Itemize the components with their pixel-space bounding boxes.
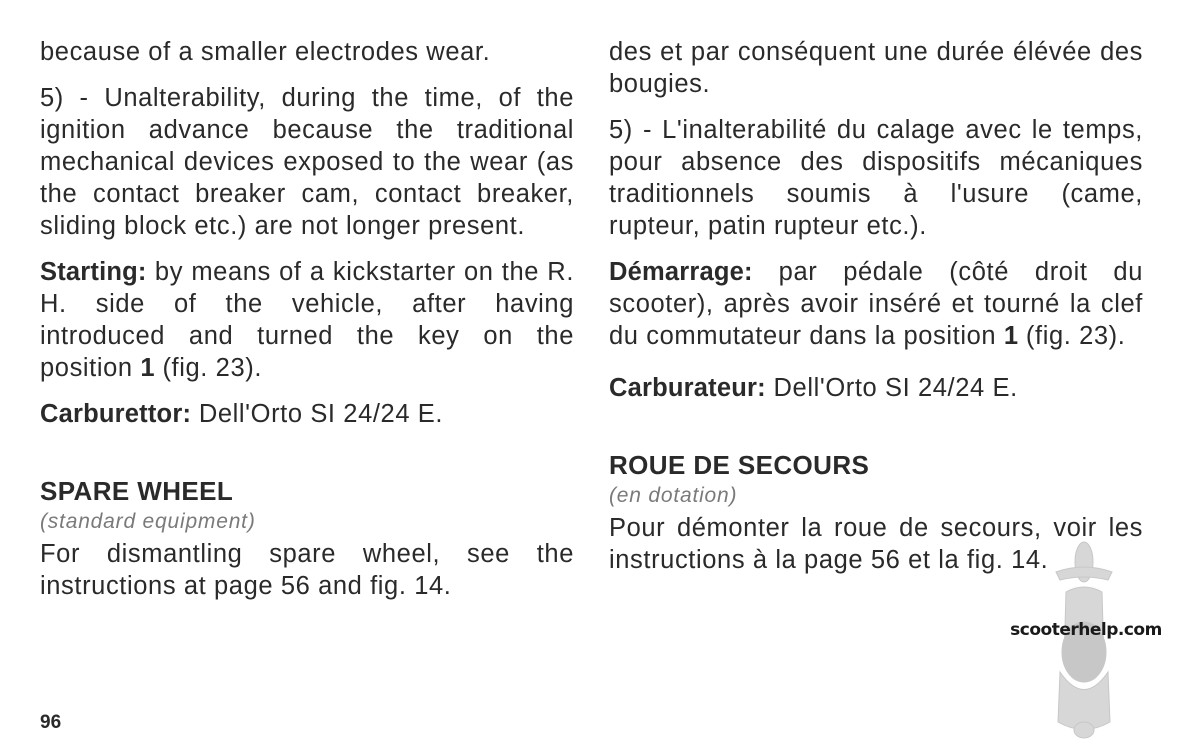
carburettor-text: Dell'Orto SI 24/24 E. (198, 400, 444, 428)
french-column (609, 36, 1143, 590)
demarrage-position: 1 (1003, 322, 1019, 350)
paragraph-demarrage (609, 256, 1143, 352)
demarrage-figure-ref: (fig. 23). (1025, 322, 1126, 350)
starting-figure-ref: (fig. 23). (162, 354, 263, 382)
starting-label: Starting: (40, 258, 147, 286)
paragraph-carburateur (609, 372, 1143, 404)
paragraph-carburettor (40, 398, 574, 430)
starting-position: 1 (140, 354, 155, 382)
starting-text: by means of a kickstarter on the R. H. side of the vehicle, after having introduced and turned the key on the position (40, 258, 575, 382)
english-column (40, 36, 574, 616)
spare-wheel-heading: SPARE WHEEL (40, 476, 234, 506)
paragraph-spare-wheel: For dismantling spare wheel, see the instructions at page 56 and fig. 14. (40, 540, 574, 600)
demarrage-text: par pédale (côté droit du scooter), après avoir inséré et tourné la clef du commutateur dans la position (609, 258, 1143, 350)
spare-wheel-subtitle: (standard equipment) (40, 510, 256, 533)
page-number: 96 (40, 712, 62, 733)
carburettor-label: Carburettor: (40, 400, 192, 428)
paragraph-bougies: des et par conséquent une durée élévée des bougies. (609, 38, 1143, 98)
demarrage-label: Démarrage: (609, 258, 753, 286)
roue-de-secours-heading: ROUE DE SECOURS (609, 450, 870, 480)
paragraph-unalterability: 5) - Unalterability, during the time, of the ignition advance because the traditional mechanical devices exposed to the wear (as the contact breaker cam, contact breaker, sliding block etc.) are not longer present. (40, 84, 574, 240)
scooter-watermark-logo (996, 532, 1176, 742)
paragraph-inalterabilite: 5) - L'inalterabilité du calage avec le temps, pour absence des dispositifs mécaniques traditionnels soumis à l'usure (came, rupteur, patin rupteur etc.). (609, 116, 1143, 240)
paragraph-roue-de-secours: Pour démonter la roue de secours, voir les instructions à la page 56 et la fig. 14. (609, 514, 1143, 574)
carburateur-text: Dell'Orto SI 24/24 E. (773, 374, 1018, 402)
paragraph-electrodes: because of a smaller electrodes wear. (40, 38, 491, 66)
carburateur-label: Carburateur: (609, 374, 766, 402)
roue-de-secours-subtitle: (en dotation) (609, 484, 738, 507)
paragraph-starting (40, 256, 574, 384)
watermark-text: scooterhelp.com (1010, 620, 1162, 640)
